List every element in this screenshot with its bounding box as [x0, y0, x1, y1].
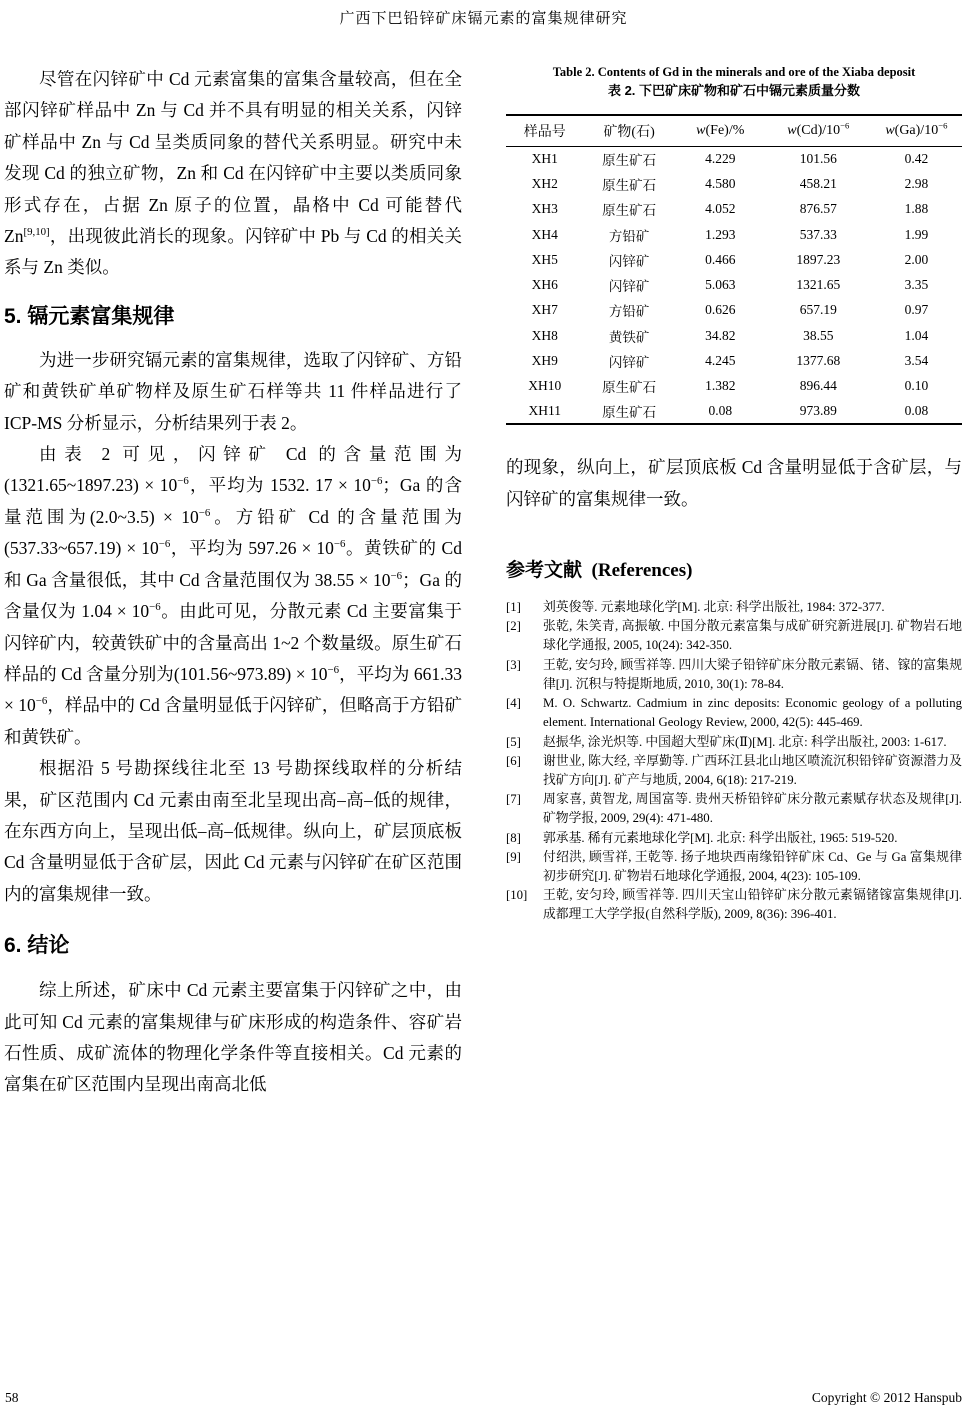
- reference-text: 赵振华, 涂光炽等. 中国超大型矿床(Ⅱ)[M]. 北京: 科学出版社, 2003: 1-617.: [543, 734, 947, 749]
- copyright-notice: Copyright © 2012 Hanspub: [811, 1390, 962, 1405]
- reference-text: 付绍洪, 顾雪祥, 王乾等. 扬子地块西南缘铅锌矿床 Cd、Ge 与 Ga 富集规律初步研究[J]. 矿物岩石地球化学通报, 2004, 4(23): 105-109.: [543, 849, 962, 883]
- table-cell: XH1: [531, 150, 558, 166]
- table-cell: 0.08: [904, 403, 929, 419]
- table-column-header: w(Fe)/%: [675, 115, 766, 146]
- reference-item: [506, 829, 962, 848]
- table-cell: 34.82: [705, 327, 736, 343]
- table-cell: 101.56: [799, 150, 837, 166]
- page-footer: [5, 1390, 962, 1406]
- table-cell: 4.245: [705, 353, 736, 369]
- reference-number: [6]: [506, 753, 521, 768]
- table-row: [506, 374, 962, 399]
- reference-text: 王乾, 安匀玲, 顾雪祥等. 四川大梁子铅锌矿床分散元素镉、锗、镓的富集规律[J]. 沉积与特提斯地质, 2010, 30(1): 78-84.: [543, 657, 962, 691]
- table-row: [506, 399, 962, 424]
- references-heading-zh: 参考文献: [506, 560, 583, 582]
- table-cell: XH2: [531, 175, 558, 191]
- paragraph-cd-substitution: 尽管在闪锌矿中 Cd 元素富集的富集含量较高，但在全部闪锌矿样品中 Zn 与 Cd 并不具有明显的相关关系，闪锌矿样品中 Zn 与 Cd 呈类质同象的替代关系明显。研究中未发现 Cd 的独立矿物，Zn 和 Cd 在闪锌矿中主要以类质同象形式存在，占据 Zn 原子的位置，晶格中 Cd 可能替代 Zn[9,10]，出现彼此消长的现象。闪锌矿中 Pb 与 Cd 的相关关系与 Zn 类似。: [4, 69, 462, 278]
- references-heading: [506, 557, 962, 585]
- table-cell: XH5: [531, 251, 558, 267]
- references-list: [506, 598, 962, 924]
- table-cell: 3.54: [904, 353, 929, 369]
- two-column-layout: [0, 64, 967, 1101]
- table-cell: 38.55: [803, 327, 834, 343]
- table-cell: 896.44: [799, 378, 837, 394]
- table-cell: 1.382: [705, 378, 736, 394]
- right-column: [506, 64, 962, 1101]
- paragraph-spatial-pattern: 根据沿 5 号勘探线往北至 13 号勘探线取样的分析结果，矿区范围内 Cd 元素由南至北呈现出高–高–低的规律，在东西方向上，呈现出低–高–低规律。纵向上，矿层顶底板 Cd 含量明显低于含矿层，因此 Cd 元素与闪锌矿在矿区范围内的富集规律一致。: [4, 758, 462, 904]
- reference-number: [1]: [506, 600, 521, 615]
- table-cell: 0.10: [904, 378, 929, 394]
- table-cell: 黄铁矿: [608, 329, 650, 345]
- table-cell: 1.293: [705, 226, 736, 242]
- table-row: [506, 197, 962, 222]
- reference-text: 刘英俊等. 元素地球化学[M]. 北京: 科学出版社, 1984: 372-377.: [543, 600, 885, 615]
- table-column-header: 样品号: [506, 115, 584, 146]
- table-cell: XH7: [531, 302, 558, 318]
- reference-item: [506, 694, 962, 732]
- table-cell: XH3: [531, 201, 558, 217]
- table-cell: 1377.68: [796, 353, 841, 369]
- table-cell: 537.33: [799, 226, 837, 242]
- table-cell: 3.35: [904, 277, 929, 293]
- table-cell: 闪锌矿: [608, 355, 650, 371]
- reference-text: M. O. Schwartz. Cadmium in zinc deposits: Economic geology of a polluting element. International Geology Review, 2000, 42(5): 445-469.: [543, 696, 962, 730]
- table-row: [506, 272, 962, 297]
- table-cell: 1.99: [904, 226, 929, 242]
- running-title: 广西下巴铅锌矿床镉元素的富集规律研究: [339, 11, 628, 27]
- table-cell: 0.08: [708, 403, 733, 419]
- paragraph-continuation: 的现象，纵向上，矿层顶底板 Cd 含量明显低于含矿层，与闪锌矿的富集规律一致。: [506, 457, 962, 509]
- reference-text: 张乾, 朱笑青, 高振敏. 中国分散元素富集与成矿研究新进展[J]. 矿物岩石地球化学通报, 2005, 10(24): 342-350.: [543, 619, 962, 653]
- table-cell: XH8: [531, 327, 558, 343]
- reference-text: 周家喜, 黄智龙, 周国富等. 贵州天桥铅锌矿床分散元素赋存状态及规律[J]. 矿物学报, 2009, 29(4): 471-480.: [543, 792, 962, 826]
- reference-item: [506, 733, 962, 752]
- table-cell: 原生矿石: [602, 177, 657, 193]
- paragraph-content-ranges: 由表 2 可见，闪锌矿 Cd 的含量范围为(1321.65~1897.23) × $10^{-6}$，平均为 1532. $17 \times 10^{-6}$；Ga 的含量范围为(2.0~3.5) × $10^{-6}$。方铅矿 Cd 的含量范围为(537.33~657.19) × $10^{-6}$，平均为 $597.26 \times 10^{-6}$。黄铁矿的 Cd 和 Ga 含量很低，其中 Cd 含量范围仅为 $38.55 \times 10^{-6}$；Ga 的含量仅为 $1.04 \times 10^{-6}$。由此可见，分散元素 Cd 主要富集于闪锌矿内，较黄铁矿中的含量高出 1~2 个数量级。原生矿石样品的 Cd 含量分别为(101.56~973.89) × $10^{-6}$，平均为 $661.33 \times 10^{-6}$，样品中的 Cd 含量明显低于闪锌矿，但略高于方铅矿和黄铁矿。: [4, 444, 463, 747]
- table-cell: 闪锌矿: [608, 253, 650, 269]
- table-caption-english: Table 2. Contents of Gd in the minerals and ore of the Xiaba deposit: [552, 65, 916, 79]
- table-cell: 原生矿石: [602, 405, 657, 421]
- table-cell: 657.19: [799, 302, 837, 318]
- table-cell: 闪锌矿: [608, 279, 650, 295]
- reference-number: [2]: [506, 619, 521, 634]
- table-cell: 方铅矿: [608, 304, 650, 320]
- table-cell: XH4: [531, 226, 558, 242]
- table-cell: 4.229: [705, 150, 736, 166]
- paragraph-conclusion: 综上所述，矿床中 Cd 元素主要富集于闪锌矿之中，由此可知 Cd 元素的富集规律与矿床形成的构造条件、容矿岩石性质、成矿流体的物理化学条件等直接相关。Cd 元素的富集在矿区范围内呈现出南高北低: [4, 980, 462, 1095]
- table-cell: 2.00: [904, 251, 929, 267]
- table-cell: 原生矿石: [602, 203, 657, 219]
- reference-text: 谢世业, 陈大经, 辛厚勤等. 广西环江县北山地区喷流沉积铅锌矿资源潜力及找矿方向[J]. 矿产与地质, 2004, 6(18): 217-219.: [543, 753, 962, 787]
- table-cell: XH9: [531, 353, 558, 369]
- table-cell: XH11: [528, 403, 561, 419]
- table-row: [506, 247, 962, 272]
- table-column-header: $w(Ga)/10^{-6}$: [871, 115, 962, 146]
- table-cell: 方铅矿: [608, 228, 650, 244]
- reference-number: [5]: [506, 734, 521, 749]
- left-column: [4, 64, 462, 1101]
- table-2: [506, 114, 962, 425]
- table-row: [506, 171, 962, 196]
- reference-item: [506, 848, 962, 886]
- reference-number: [10]: [506, 888, 528, 903]
- table-cell: 5.063: [705, 277, 736, 293]
- reference-text: 王乾, 安匀玲, 顾雪祥等. 四川天宝山铅锌矿床分散元素镉锗镓富集规律[J]. 成都理工大学学报(自然科学版), 2009, 8(36): 396-401.: [543, 888, 962, 922]
- reference-item: [506, 886, 962, 924]
- reference-item: [506, 752, 962, 790]
- table-header-row: [506, 115, 962, 146]
- table-row: [506, 146, 962, 171]
- reference-item: [506, 598, 962, 617]
- table-cell: 2.98: [904, 175, 929, 191]
- table-row: [506, 298, 962, 323]
- table-cell: 0.626: [705, 302, 736, 318]
- paragraph-sampling: 为进一步研究镉元素的富集规律，选取了闪锌矿、方铅矿和黄铁矿单矿物样及原生矿石样等共 11 件样品进行了 ICP-MS 分析显示，分析结果列于表 2。: [4, 349, 462, 433]
- reference-item: [506, 790, 962, 828]
- table-column-header: $w(Cd)/10^{-6}$: [766, 115, 871, 146]
- references-heading-en: (References): [591, 560, 693, 582]
- table-cell: 876.57: [799, 201, 837, 217]
- table-cell: 973.89: [799, 403, 837, 419]
- section-6-heading: 6. 结论: [4, 934, 70, 958]
- section-5-heading: 5. 镉元素富集规律: [4, 304, 175, 328]
- table-cell: XH6: [531, 277, 558, 293]
- table-cell: 458.21: [799, 175, 837, 191]
- table-cell: 原生矿石: [602, 380, 657, 396]
- table-cell: 1321.65: [796, 277, 841, 293]
- table-row: [506, 323, 962, 348]
- table-cell: 4.580: [705, 175, 736, 191]
- page-number: 58: [5, 1390, 19, 1405]
- reference-text: 郭承基. 稀有元素地球化学[M]. 北京: 科学出版社, 1965: 519-520.: [543, 830, 898, 845]
- reference-number: [7]: [506, 792, 521, 807]
- table-cell: 0.97: [904, 302, 929, 318]
- table-cell: 4.052: [705, 201, 736, 217]
- reference-number: [4]: [506, 696, 521, 711]
- reference-item: [506, 617, 962, 655]
- table-cell: 0.42: [904, 150, 929, 166]
- reference-number: [3]: [506, 657, 521, 672]
- reference-number: [8]: [506, 830, 521, 845]
- table-caption-chinese: 表 2. 下巴矿床矿物和矿石中镉元素质量分数: [607, 83, 861, 98]
- table-cell: 0.466: [705, 251, 736, 267]
- table-row: [506, 222, 962, 247]
- table-cell: XH10: [528, 378, 562, 394]
- reference-item: [506, 656, 962, 694]
- table-row: [506, 348, 962, 373]
- table-cell: 1.88: [904, 201, 929, 217]
- table-cell: 原生矿石: [602, 152, 657, 168]
- table-cell: 1897.23: [796, 251, 841, 267]
- table-cell: 1.04: [904, 327, 929, 343]
- reference-number: [9]: [506, 849, 521, 864]
- table-column-header: 矿物(石): [584, 115, 675, 146]
- table-body: [506, 146, 962, 424]
